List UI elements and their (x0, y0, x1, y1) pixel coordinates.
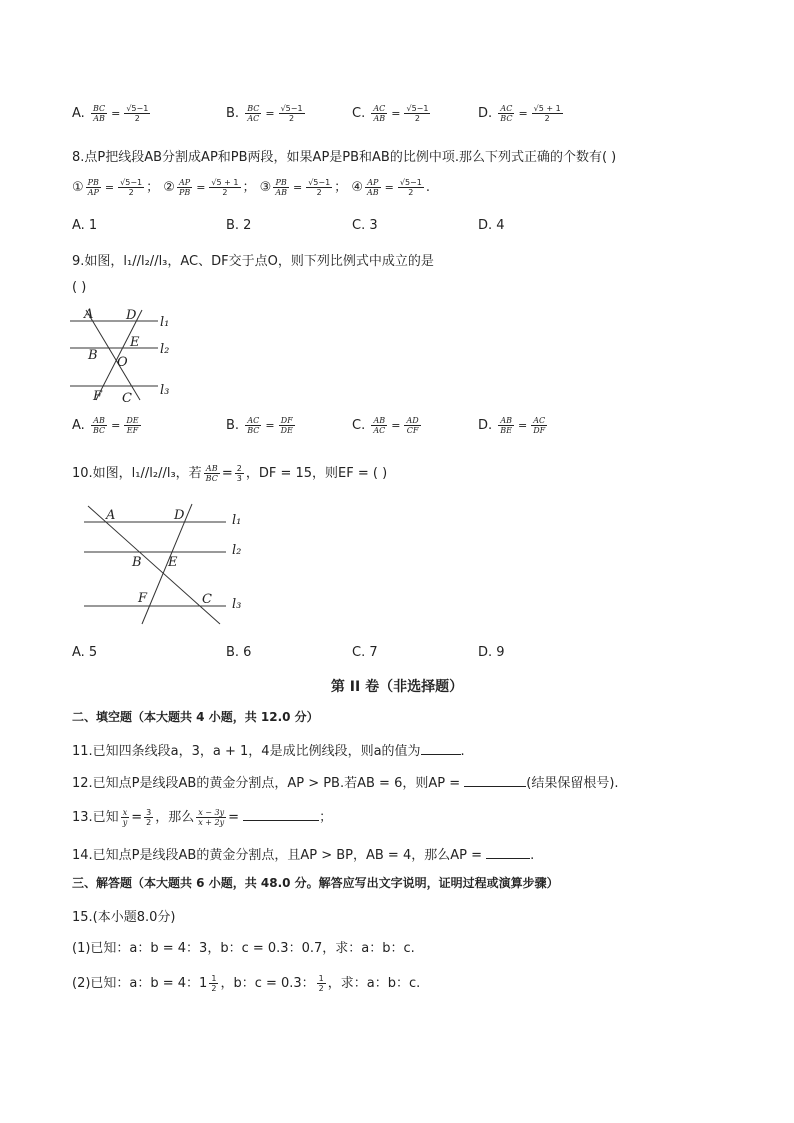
q8-items: ① $\frac{PB}{AP}$ = $\frac{√5-1}{2}$ ； ② $\frac{AP}{PB}$ = $\frac{√5 + 1}{2}$ ； ③ $\frac{PB}{AB}$ = $\frac{√5-1}{2}$ ； ④ $\frac{AP}{AB}$ = $\frac{√5-1}{2}$ . (72, 177, 430, 197)
q10-label-c: C (202, 592, 212, 607)
q9-label-l3: l₃ (160, 383, 170, 398)
q10-text: 10.如图，l₁//l₂//l₃，若 $\frac{AB}{BC}$ = $\frac{2}{3}$ ，DF = 15，则EF = ( ) (72, 463, 388, 483)
q10-label-d: D (174, 508, 185, 523)
section2-heading: 二、填空题（本大题共 4 小题，共 12.0 分） (72, 710, 319, 724)
q7-option-a: A. $\frac{BC}{AB}$ = $\frac{√5-1}{2}$ (72, 104, 149, 124)
q10-label-a: A (106, 508, 116, 523)
q7-option-b: B. $\frac{BC}{AC}$ = $\frac{√5-1}{2}$ (226, 104, 303, 124)
q7-option-d: D. $\frac{AC}{BC}$ = $\frac{√5 + 1}{2}$ (478, 104, 561, 124)
q7-option-c: C. $\frac{AC}{AB}$ = $\frac{√5-1}{2}$ (352, 104, 429, 124)
q10-label-e: E (168, 555, 178, 570)
q9-paren: ( ) (72, 280, 87, 295)
q9-option-b: B. $\frac{AC}{BC}$ = $\frac{DF}{DE}$ (226, 416, 293, 436)
q15-part2: (2)已知：a：b = 4：1 $\frac{1}{2}$ ，b：c = 0.3： $\frac{1}{2}$ ，求：a：b：c. (72, 973, 421, 993)
q12-text: 12.已知点P是线段AB的黄金分割点，AP > PB.若AB = 6，则AP = (结果保留根号). (72, 776, 619, 791)
q14-blank[interactable] (486, 848, 530, 859)
q10-label-f: F (138, 591, 148, 606)
q13-blank[interactable] (243, 810, 319, 821)
q9-label-o: O (117, 355, 128, 370)
section3-heading: 三、解答题（本大题共 6 小题，共 48.0 分。解答应写出文字说明，证明过程或演算步骤） (72, 876, 559, 890)
q9-label-b: B (88, 348, 98, 363)
q15-part1: (1)已知：a：b = 4：3，b：c = 0.3：0.7，求：a：b：c. (72, 941, 415, 956)
q10-label-b: B (132, 555, 142, 570)
q9-label-a: A (84, 307, 94, 322)
q11-blank[interactable] (421, 744, 461, 755)
q8-option-a: A. 1 (72, 218, 98, 233)
q13-text: 13.已知 $\frac{x}{y}$ = $\frac{3}{2}$ ，那么 $\frac{x - 3y}{x + 2y}$ = ； (72, 807, 333, 827)
q10-figure (80, 502, 260, 632)
q8-option-c: C. 3 (352, 218, 378, 233)
q10-option-b: B. 6 (226, 645, 252, 660)
q10-option-a: A. 5 (72, 645, 98, 660)
q9-option-d: D. $\frac{AB}{BE}$ = $\frac{AC}{DF}$ (478, 416, 546, 436)
q9-label-l2: l₂ (160, 342, 170, 357)
q9-figure (66, 304, 186, 404)
q15-title: 15.(本小题8.0分) (72, 910, 176, 925)
q9-label-l1: l₁ (160, 315, 170, 330)
q9-label-c: C (122, 391, 132, 404)
q14-text: 14.已知点P是线段AB的黄金分割点，且AP > BP，AB = 4，那么AP = . (72, 848, 535, 863)
q10-label-l2: l₂ (232, 543, 242, 558)
q10-option-d: D. 9 (478, 645, 505, 660)
q8-option-b: B. 2 (226, 218, 252, 233)
q9-option-c: C. $\frac{AB}{AC}$ = $\frac{AD}{CF}$ (352, 416, 419, 436)
q9-label-e: E (130, 335, 140, 350)
q10-option-c: C. 7 (352, 645, 378, 660)
q12-blank[interactable] (464, 776, 526, 787)
part2-title: 第 II 卷（非选择题） (330, 679, 464, 695)
q9-option-a: A. $\frac{AB}{BC}$ = $\frac{DE}{EF}$ (72, 416, 139, 436)
q9-text: 9.如图，l₁//l₂//l₃，AC、DF交于点O，则下列比例式中成立的是 (72, 254, 434, 269)
q11-text: 11.已知四条线段a，3，a + 1，4是成比例线段，则a的值为 . (72, 744, 465, 759)
q9-label-d: D (126, 308, 137, 323)
q8-option-d: D. 4 (478, 218, 505, 233)
q9-label-f: F (93, 389, 103, 404)
q10-label-l1: l₁ (232, 513, 242, 528)
q8-text: 8.点P把线段AB分割成AP和PB两段，如果AP是PB和AB的比例中项.那么下列式正确的个数有( ) (72, 150, 617, 165)
q10-label-l3: l₃ (232, 597, 242, 612)
